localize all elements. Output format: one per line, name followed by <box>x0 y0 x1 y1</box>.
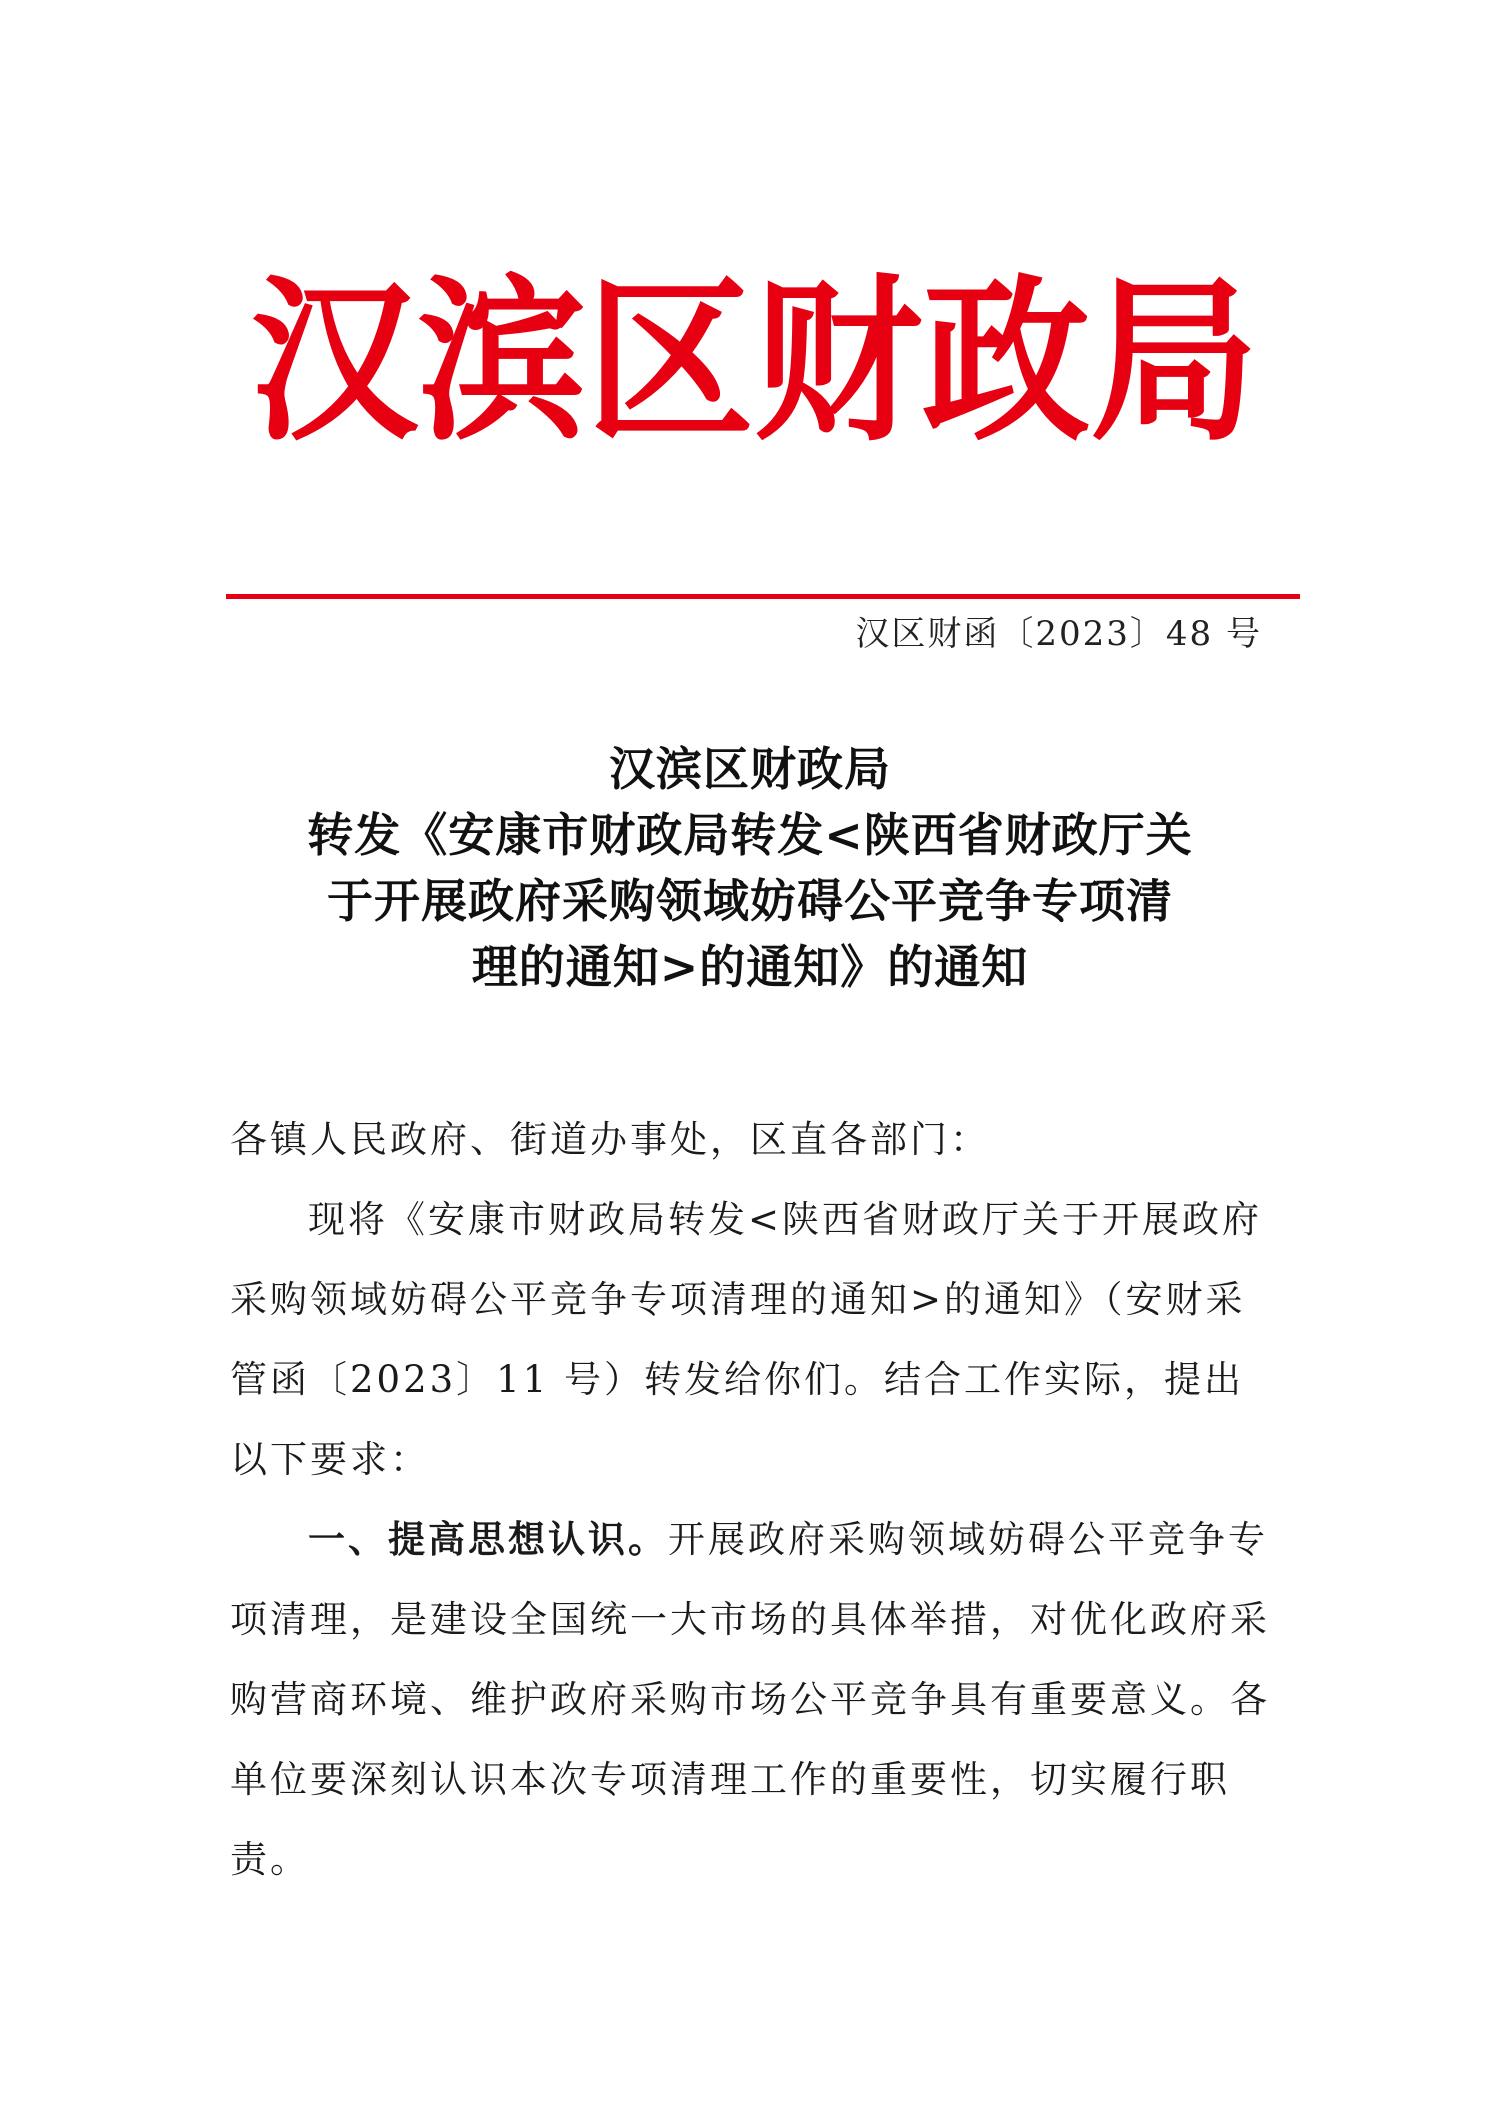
issuing-authority-header <box>250 257 1258 465</box>
document-title <box>226 736 1274 1000</box>
header-char: 财 <box>754 257 922 465</box>
section-1-text: 开展政府采购领域妨碍公平竞争专项清理，是建设全国统一大市场的具体举措，对优化政府采购营商环境、维护政府采购市场公平竞争具有重要意义。各单位要深刻认识本次专项清理工作的重要性，切实履行职责。 <box>230 1518 1270 1881</box>
document-body <box>230 1100 1270 1900</box>
header-char: 滨 <box>418 257 586 465</box>
title-line: 理的通知>的通知》的通知 <box>471 940 1029 994</box>
document-number: 汉区财函〔2023〕48 号 <box>855 614 1262 654</box>
title-line: 转发《安康市财政局转发<陕西省财政厅关 <box>307 808 1193 862</box>
salutation: 各镇人民政府、街道办事处，区直各部门： <box>230 1118 990 1161</box>
intro-paragraph: 现将《安康市财政局转发<陕西省财政厅关于开展政府采购领域妨碍公平竞争专项清理的通知>的通知》（安财采管函〔2023〕11 号）转发给你们。结合工作实际，提出以下要求： <box>230 1198 1263 1481</box>
header-char: 区 <box>586 257 754 465</box>
red-divider-line <box>226 594 1300 599</box>
section-1-paragraph <box>230 1500 1270 1900</box>
header-char: 局 <box>1090 257 1258 465</box>
header-char: 政 <box>922 257 1090 465</box>
header-char: 汉 <box>250 257 418 465</box>
title-line: 汉滨区财政局 <box>609 742 891 796</box>
section-1-heading: 一、提高思想认识。 <box>308 1518 668 1561</box>
title-line: 于开展政府采购领域妨碍公平竞争专项清 <box>327 874 1173 928</box>
